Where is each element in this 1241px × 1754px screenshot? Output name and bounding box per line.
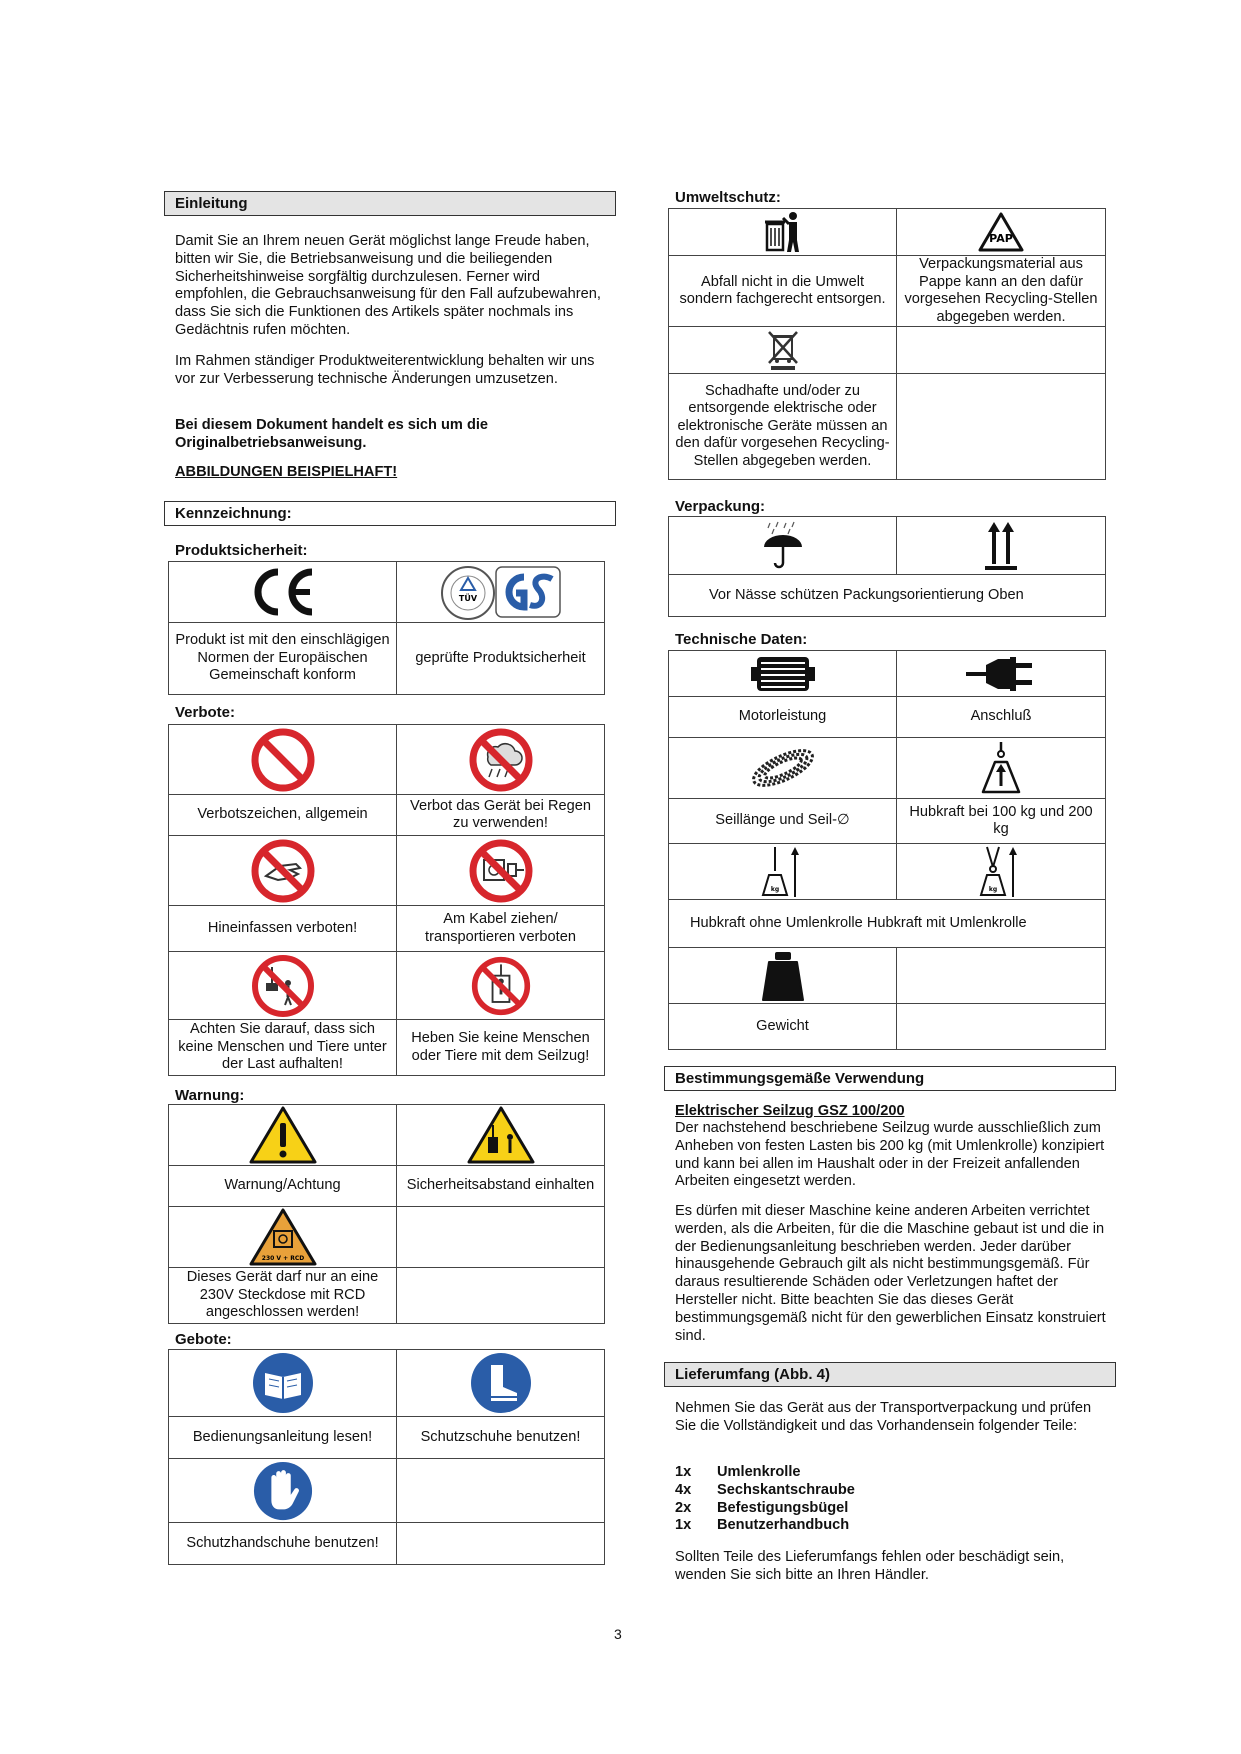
warnung-label: Warnung: <box>175 1087 245 1104</box>
keep-dry-umbrella-icon <box>760 521 806 571</box>
verwendung-paragraph-1: Der nachstehend beschriebene Seilzug wurde ausschließlich zum Anheben von festen Lasten bis 200 kg (mit Umlenkrolle) konzipiert und kann bei allen im Haushalt oder in der Freizeit anfallenden Arbeiten eingesetzt werden. <box>675 1120 1105 1190</box>
prohibit-rain-cell <box>397 725 605 795</box>
ce-description: Produkt ist mit den einschlägigen Normen der Europäischen Gemeinschaft konform <box>169 623 397 695</box>
no-lifting-persons-icon <box>470 955 532 1017</box>
gs-mark-cell <box>397 562 605 623</box>
mandatory-manual-cell <box>169 1350 397 1417</box>
prohibit-under-load-cell <box>169 952 397 1020</box>
empty-cell <box>397 1268 605 1324</box>
waste-text: Abfall nicht in die Umwelt sondern fachgerecht entsorgen. <box>669 256 897 327</box>
gs-description: geprüfte Produktsicherheit <box>397 623 605 695</box>
keep-dry-cell <box>669 517 897 575</box>
verbot-general-text: Verbotszeichen, allgemein <box>169 795 397 836</box>
weee-cell <box>669 327 897 374</box>
verwendung-paragraph-2: Es dürfen mit dieser Maschine keine anderen Arbeiten verrichtet werden, als die Arbeiten, für die die Maschine gebaut ist und die in der Bedienungsanleitung beschrieben werden. Jeder darüber hinausgehende Gebrauch gilt als nicht bestimmungsgemäß. Für daraus resultierende Schäden oder Verletzungen haftet der Hersteller nicht. Bitte beachten Sie das dieses Gerät bestimmungsgemäß nicht für den gewerblichen Einsatz konstruiert sind. <box>675 1203 1106 1344</box>
lift-capacity-cell <box>897 738 1106 799</box>
verbot-rain-text: Verbot das Gerät bei Regen zu verwenden! <box>397 795 605 836</box>
anschluss-text: Anschluß <box>897 697 1106 738</box>
list-item: 1x Benutzerhandbuch <box>675 1517 850 1534</box>
lift-without-pulley-icon <box>761 845 805 899</box>
prohibition-general-icon <box>250 727 316 793</box>
no-persons-under-load-icon <box>250 953 316 1019</box>
verbot-under-load-text: Achten Sie darauf, dass sich keine Menschen und Tiere unter der Last aufhalten! <box>169 1020 397 1076</box>
prohibit-general-cell <box>169 725 397 795</box>
lieferumfang-outro: Sollten Teile des Lieferumfangs fehlen oder beschädigt sein, wenden Sie sich bitte an Ihren Händler. <box>675 1549 1065 1583</box>
parts-list <box>675 1464 855 1535</box>
empty-cell <box>897 374 1106 480</box>
gebote-table <box>168 1349 605 1565</box>
ce-mark-cell <box>169 562 397 623</box>
technische-daten-table <box>668 650 1106 1050</box>
lieferumfang-intro: Nehmen Sie das Gerät aus der Transportverpackung und prüfen Sie die Vollständigkeit und das Vorhandensein folgender Teile: <box>675 1400 1092 1434</box>
no-rain-use-icon <box>468 727 534 793</box>
rope-coil-icon <box>745 741 821 795</box>
plug-cell <box>897 651 1106 697</box>
gebote-label: Gebote: <box>175 1331 232 1348</box>
hubkraft-umlenkrolle-text: Hubkraft ohne Umlenkrolle Hubkraft mit Umlenkrolle <box>669 900 1106 948</box>
pap-recycling-cell <box>897 209 1106 256</box>
verpackung-text: Vor Nässe schützen Packungsorientierung Oben <box>669 575 1106 617</box>
verpackung-table <box>668 516 1106 617</box>
tuv-text: TÜV <box>458 594 477 603</box>
produktsicherheit-label: Produktsicherheit: <box>175 542 308 559</box>
safety-shoes-icon <box>469 1351 533 1415</box>
lift-without-pulley-cell <box>669 844 897 900</box>
motor-icon <box>749 653 817 695</box>
prohibit-cable-cell <box>397 836 605 906</box>
page-number: 3 <box>614 1626 622 1642</box>
this-side-up-cell <box>897 517 1106 575</box>
rcd-warning-text: Dieses Gerät darf nur an eine 230V Steckdose mit RCD angeschlossen werden! <box>169 1268 397 1324</box>
gloves-text: Schutzhandschuhe benutzen! <box>169 1523 397 1565</box>
rcd-socket-warning-icon <box>248 1207 318 1267</box>
technische-daten-label: Technische Daten: <box>675 631 808 648</box>
crossed-bin-weee-icon <box>763 329 803 371</box>
verwendung-heading: Bestimmungsgemäße Verwendung <box>664 1066 1116 1091</box>
motor-cell <box>669 651 897 697</box>
verbote-label: Verbote: <box>175 704 236 721</box>
weight-cell <box>669 948 897 1004</box>
motorleistung-text: Motorleistung <box>669 697 897 738</box>
safety-distance-icon <box>466 1105 536 1165</box>
produktsicherheit-table <box>168 561 605 695</box>
verbot-cable-text: Am Kabel ziehen/ transportieren verboten <box>397 906 605 952</box>
warning-general-cell <box>169 1105 397 1166</box>
prohibit-reach-cell <box>169 836 397 906</box>
kg-label: kg <box>988 885 998 893</box>
warning-general-icon <box>248 1105 318 1165</box>
list-item: 2x Befestigungsbügel <box>675 1499 849 1516</box>
sicherheitsabstand-text: Sicherheitsabstand einhalten <box>397 1166 605 1207</box>
safety-gloves-icon <box>252 1460 314 1522</box>
waste-bin-person-icon <box>759 210 807 254</box>
manual-text: Bedienungsanleitung lesen! <box>169 1417 397 1459</box>
empty-cell <box>397 1459 605 1523</box>
kennzeichnung-heading: Kennzeichnung: <box>164 501 616 526</box>
no-reach-in-icon <box>250 838 316 904</box>
seillaenge-text: Seillänge und Seil-∅ <box>669 799 897 844</box>
pap-text: PAP <box>989 232 1013 245</box>
list-item: 1x Umlenkrolle <box>675 1464 801 1480</box>
verbot-lift-persons-text: Heben Sie keine Menschen oder Tiere mit dem Seilzug! <box>397 1020 605 1076</box>
prohibit-lift-persons-cell <box>397 952 605 1020</box>
shoes-text: Schutzschuhe benutzen! <box>397 1417 605 1459</box>
no-cable-pull-icon <box>468 838 534 904</box>
list-item: 4x Sechskantschraube <box>675 1481 855 1498</box>
umweltschutz-table <box>668 208 1106 480</box>
power-plug-icon <box>966 653 1036 695</box>
empty-cell <box>397 1523 605 1565</box>
lift-with-pulley-cell <box>897 844 1106 900</box>
weight-icon <box>761 950 805 1002</box>
product-title: Elektrischer Seilzug GSZ 100/200 <box>675 1103 905 1119</box>
warning-rcd-cell <box>169 1207 397 1268</box>
warning-distance-cell <box>397 1105 605 1166</box>
mandatory-shoes-cell <box>397 1350 605 1417</box>
rcd-badge-text: 230 V + RCD <box>261 1255 304 1262</box>
empty-cell <box>897 1004 1106 1050</box>
einleitung-paragraph-2: Im Rahmen ständiger Produktweiterentwicklung behalten wir uns vor zur Verbesserung technische Änderungen umzusetzen. <box>175 353 595 387</box>
einleitung-heading: Einleitung <box>164 191 616 216</box>
read-manual-icon <box>251 1351 315 1415</box>
tuv-gs-mark-icon <box>438 563 564 621</box>
empty-cell <box>397 1207 605 1268</box>
warnung-table <box>168 1104 605 1324</box>
pap-text-cell: Verpackungsmaterial aus Pappe kann an den dafür vorgesehen Recycling-Stellen abgegeben werden. <box>897 256 1106 327</box>
empty-cell <box>897 327 1106 374</box>
verpackung-label: Verpackung: <box>675 498 766 515</box>
verbot-reach-text: Hineinfassen verboten! <box>169 906 397 952</box>
warnung-achtung-text: Warnung/Achtung <box>169 1166 397 1207</box>
empty-cell <box>897 948 1106 1004</box>
ce-mark-icon <box>248 566 318 618</box>
lieferumfang-heading: Lieferumfang (Abb. 4) <box>664 1362 1116 1387</box>
umweltschutz-label: Umweltschutz: <box>675 189 781 206</box>
lift-with-pulley-icon <box>979 845 1023 899</box>
kg-label: kg <box>770 885 779 893</box>
einleitung-paragraph-3: Bei diesem Dokument handelt es sich um die Originalbetriebsanweisung. <box>175 417 489 451</box>
pap-recycling-icon <box>976 210 1026 254</box>
einleitung-paragraph-1: Damit Sie an Ihrem neuen Gerät möglichst lange Freude haben, bitten wir Sie, die Betriebsanweisung und die beiliegenden Sicherheitshinweise sorgfältig durchzulesen. Ferner wird empfohlen, die Gebrauchsanweisung für den Fall aufzubewahren, dass Sie sich die Funktionen des Artikels später nochmals ins Gedächtnis rufen möchten. <box>175 233 601 338</box>
gewicht-text: Gewicht <box>669 1004 897 1050</box>
weee-text: Schadhafte und/oder zu entsorgende elektrische oder elektronische Geräte müssen an den dafür vorgesehen Recycling-Stellen abgegeben werden. <box>669 374 897 480</box>
waste-bin-cell <box>669 209 897 256</box>
lift-capacity-icon <box>979 740 1023 796</box>
hubkraft-text: Hubkraft bei 100 kg und 200 kg <box>897 799 1106 844</box>
mandatory-gloves-cell <box>169 1459 397 1523</box>
verbote-table <box>168 724 605 1076</box>
rope-cell <box>669 738 897 799</box>
this-side-up-arrows-icon <box>981 520 1021 572</box>
abbildungen-notice: ABBILDUNGEN BEISPIELHAFT! <box>175 464 398 480</box>
